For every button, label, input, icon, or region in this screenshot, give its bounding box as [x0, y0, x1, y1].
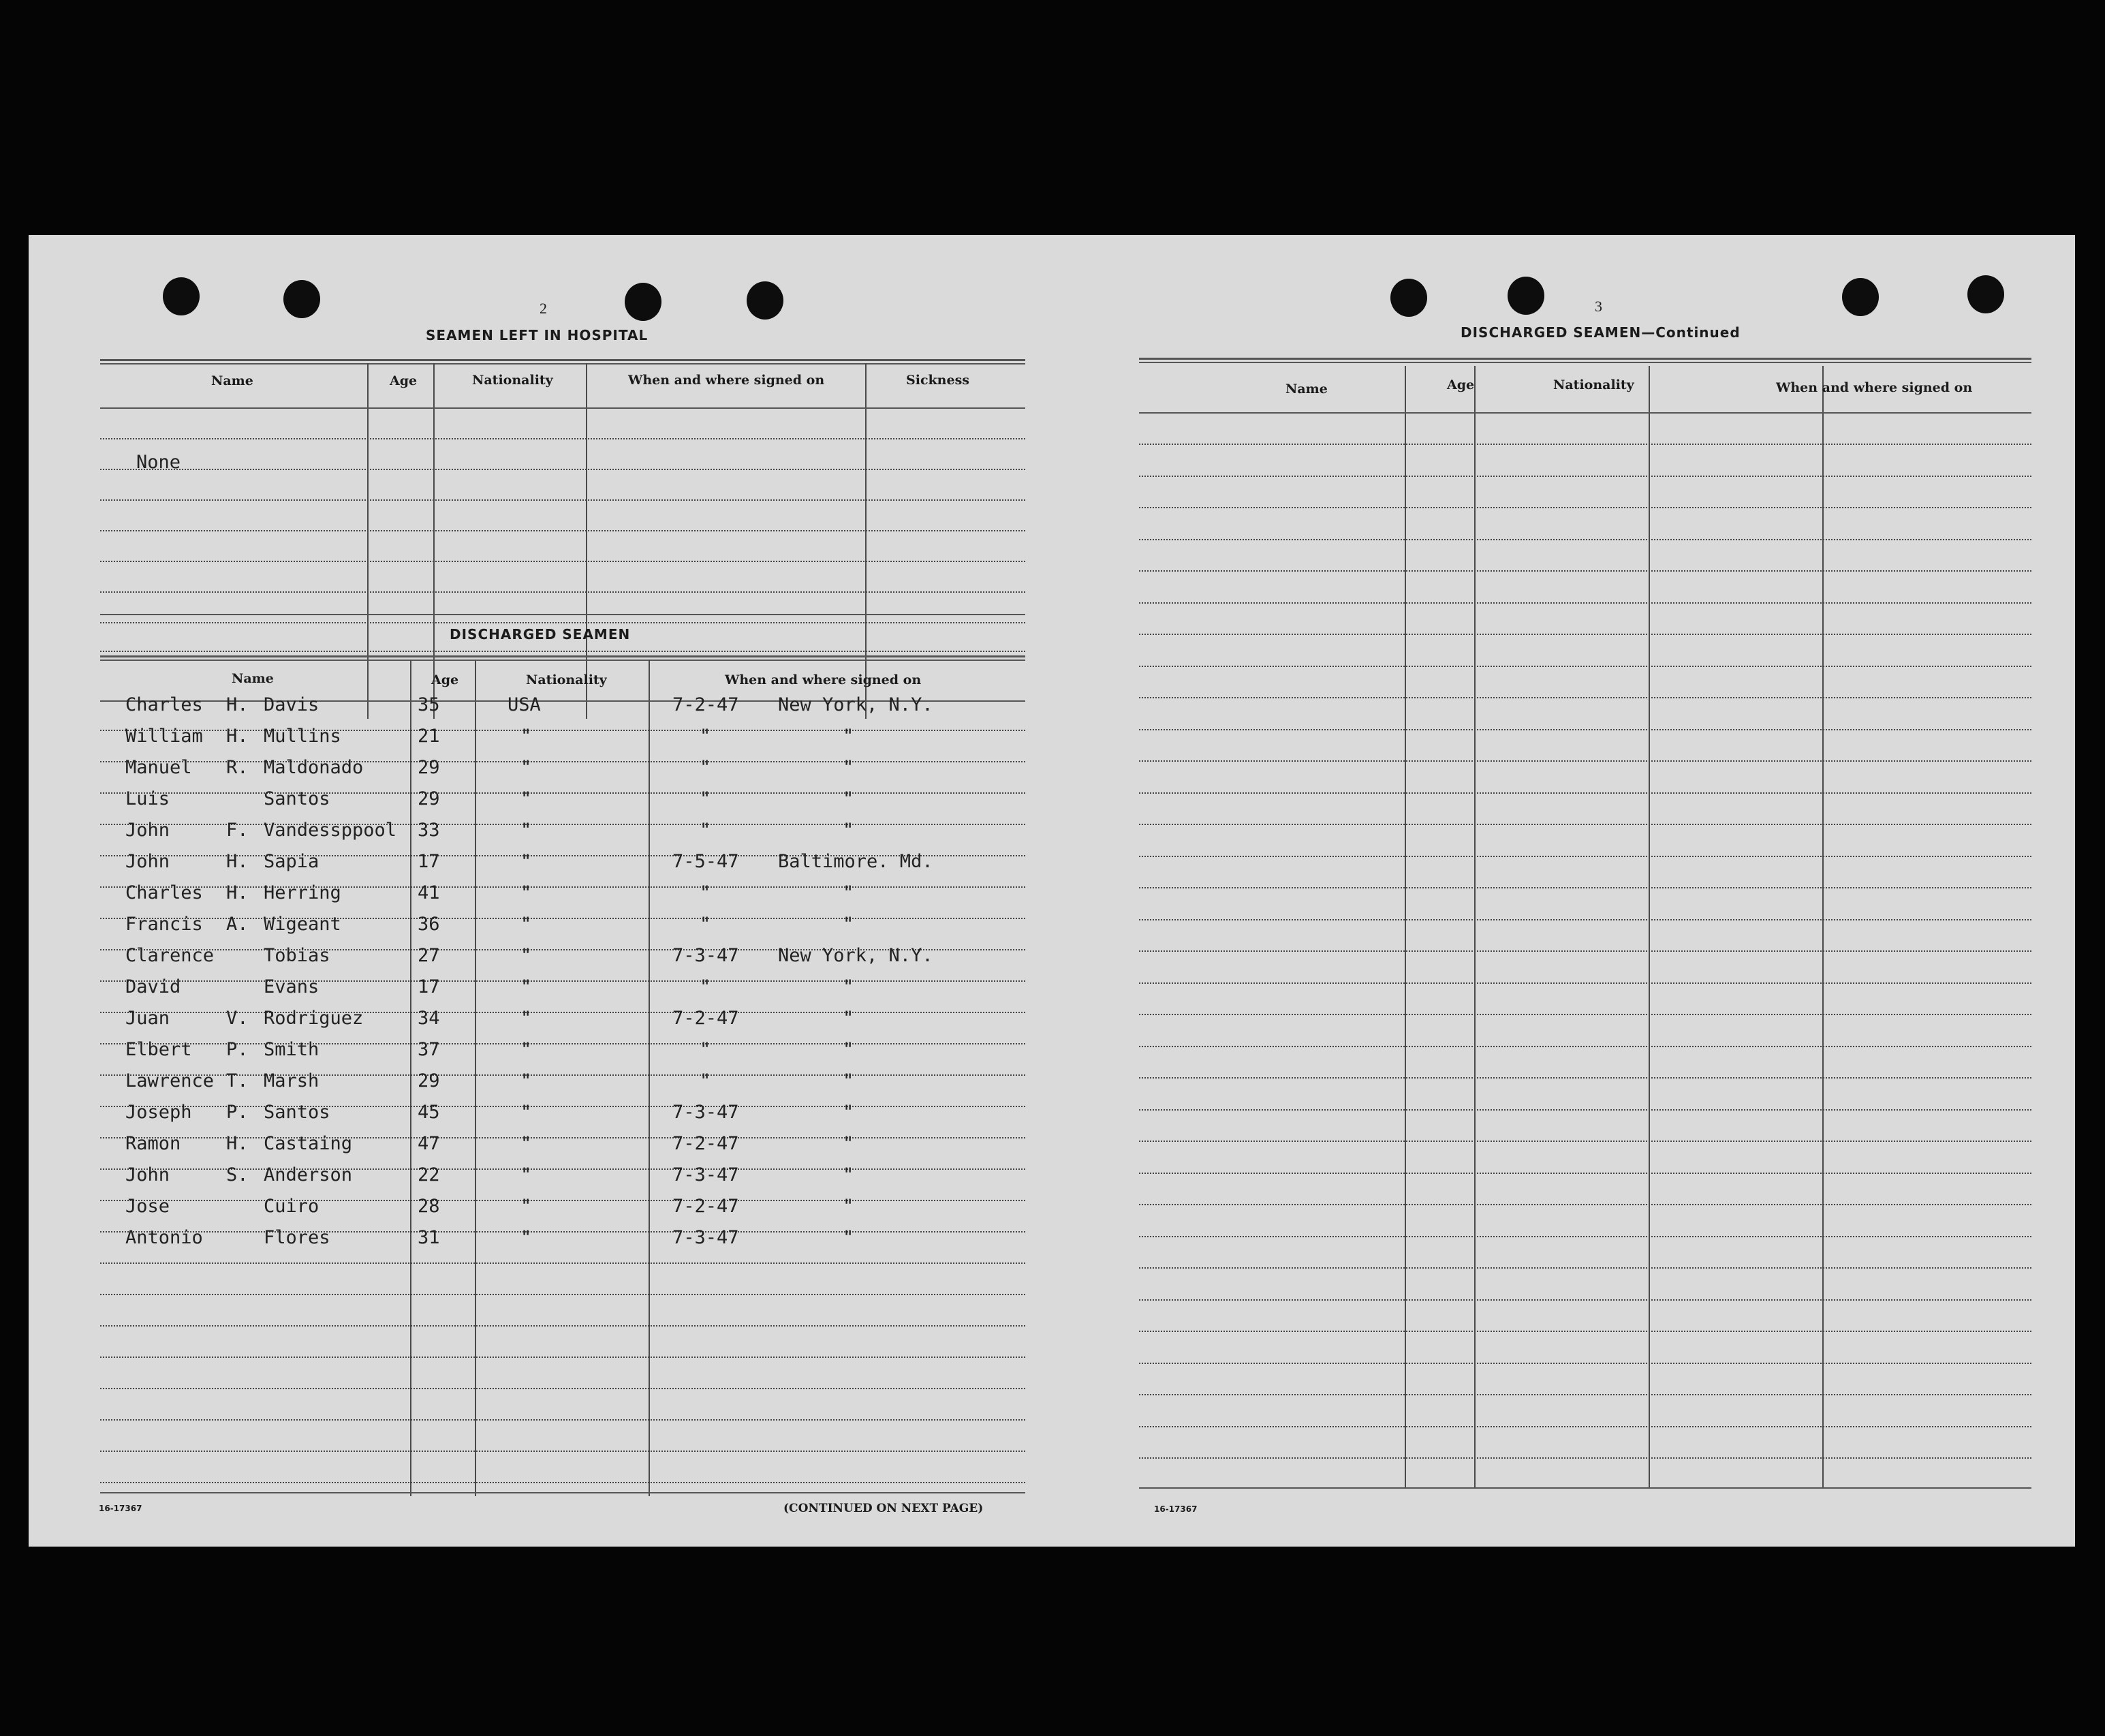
- seaman-middle-initial: H.: [226, 726, 249, 747]
- seaman-last-name: Santos: [264, 788, 330, 809]
- seaman-last-name: Smith: [264, 1039, 319, 1060]
- row-rule: [1139, 919, 2031, 920]
- signed-on-place: ": [843, 726, 854, 747]
- seaman-age: 36: [418, 914, 440, 935]
- punch-hole: [747, 281, 783, 320]
- seaman-middle-initial: A.: [226, 914, 249, 935]
- row-rule: [1139, 1267, 2031, 1269]
- col-sickness: Sickness: [906, 373, 969, 388]
- seaman-age: 33: [418, 820, 440, 841]
- seaman-last-name: Marsh: [264, 1070, 319, 1091]
- col-nationality: Nationality: [526, 672, 607, 687]
- col-signed-on: When and where signed on: [628, 373, 825, 388]
- row-rule: [100, 980, 1025, 982]
- seaman-first-name: David: [125, 976, 181, 997]
- row-rule: [1139, 634, 2031, 635]
- seaman-middle-initial: P.: [226, 1039, 249, 1060]
- column-rule: [865, 363, 867, 719]
- row-rule: [100, 1492, 1025, 1493]
- seaman-middle-initial: R.: [226, 757, 249, 778]
- seaman-last-name: Rodriguez: [264, 1008, 364, 1029]
- seaman-age: 41: [418, 882, 440, 903]
- row-rule: [100, 1231, 1025, 1233]
- signed-on-date: ": [700, 757, 711, 778]
- column-rule: [1822, 366, 1824, 1487]
- page-number: 3: [1595, 298, 1602, 315]
- row-rule: [1139, 1363, 2031, 1364]
- seaman-nationality: ": [520, 1102, 532, 1123]
- row-rule: [100, 530, 1025, 531]
- seaman-nationality: ": [520, 726, 532, 747]
- seaman-last-name: Evans: [264, 976, 319, 997]
- rule: [1139, 358, 2031, 360]
- row-rule: [1139, 792, 2031, 794]
- signed-on-place: ": [843, 914, 854, 935]
- row-rule: [1139, 1141, 2031, 1142]
- signed-on-date: 7-2-47: [672, 694, 739, 715]
- row-rule: [1139, 1173, 2031, 1174]
- seaman-age: 35: [418, 694, 440, 715]
- seaman-last-name: Santos: [264, 1102, 330, 1123]
- signed-on-place: ": [843, 1070, 854, 1091]
- row-rule: [1139, 570, 2031, 572]
- row-rule: [100, 1419, 1025, 1421]
- seaman-first-name: William: [125, 726, 203, 747]
- row-rule: [100, 1482, 1025, 1483]
- seaman-first-name: Joseph: [125, 1102, 192, 1123]
- seaman-nationality: ": [520, 914, 532, 935]
- seaman-last-name: Davis: [264, 694, 319, 715]
- seaman-last-name: Maldonado: [264, 757, 364, 778]
- col-age: Age: [1447, 377, 1475, 392]
- signed-on-date: ": [700, 914, 711, 935]
- signed-on-place: ": [843, 1008, 854, 1029]
- row-rule: [100, 614, 1025, 615]
- signed-on-date: ": [700, 976, 711, 997]
- row-rule: [100, 1262, 1025, 1264]
- seaman-first-name: Ramon: [125, 1133, 181, 1154]
- discharged-title: DISCHARGED SEAMEN: [450, 626, 631, 642]
- form-number: 16-17367: [1154, 1504, 1198, 1514]
- signed-on-date: ": [700, 882, 711, 903]
- seaman-first-name: Manuel: [125, 757, 192, 778]
- row-rule: [1139, 539, 2031, 540]
- seaman-nationality: ": [520, 820, 532, 841]
- row-rule: [1139, 1236, 2031, 1237]
- rule: [100, 359, 1025, 361]
- seaman-nationality: ": [520, 1196, 532, 1217]
- row-rule: [1139, 1299, 2031, 1301]
- seaman-first-name: Juan: [125, 1008, 170, 1029]
- signed-on-place: ": [843, 1227, 854, 1248]
- row-rule: [1139, 1331, 2031, 1332]
- signed-on-place: New York, N.Y.: [778, 694, 933, 715]
- seaman-first-name: Lawrence: [125, 1070, 215, 1091]
- col-age: Age: [431, 672, 459, 687]
- row-rule: [1139, 1457, 2031, 1459]
- seaman-nationality: ": [520, 1227, 532, 1248]
- row-rule: [100, 499, 1025, 501]
- col-age: Age: [390, 373, 418, 388]
- column-rule: [586, 363, 587, 719]
- seaman-last-name: Vandessppool: [264, 820, 397, 841]
- row-rule: [1139, 856, 2031, 857]
- row-rule: [1139, 602, 2031, 604]
- seaman-last-name: Cuiro: [264, 1196, 319, 1217]
- row-rule: [100, 561, 1025, 562]
- punch-hole: [1842, 278, 1879, 316]
- seaman-nationality: ": [520, 757, 532, 778]
- seaman-middle-initial: T.: [226, 1070, 249, 1091]
- punch-hole: [625, 283, 661, 321]
- row-rule: [1139, 1109, 2031, 1111]
- row-rule: [1139, 1046, 2031, 1047]
- seaman-last-name: Mullins: [264, 726, 341, 747]
- seaman-age: 29: [418, 788, 440, 809]
- col-signed-on: When and where signed on: [725, 672, 922, 687]
- seaman-nationality: ": [520, 976, 532, 997]
- column-rule: [410, 660, 411, 1496]
- row-rule: [1139, 1426, 2031, 1427]
- row-rule: [1139, 1487, 2031, 1489]
- seaman-age: 22: [418, 1164, 440, 1185]
- col-name: Name: [211, 373, 253, 388]
- signed-on-place: ": [843, 820, 854, 841]
- signed-on-date: 7-3-47: [672, 1227, 739, 1248]
- hospital-title: SEAMEN LEFT IN HOSPITAL: [426, 327, 649, 343]
- left-page: [29, 235, 1091, 1547]
- seaman-nationality: ": [520, 1039, 532, 1060]
- seaman-age: 34: [418, 1008, 440, 1029]
- row-rule: [1139, 982, 2031, 984]
- seaman-first-name: John: [125, 851, 170, 872]
- seaman-age: 37: [418, 1039, 440, 1060]
- seaman-nationality: ": [520, 1164, 532, 1185]
- seaman-age: 17: [418, 851, 440, 872]
- continued-note: (CONTINUED ON NEXT PAGE): [783, 1502, 984, 1515]
- row-rule: [100, 1388, 1025, 1389]
- row-rule: [100, 1357, 1025, 1358]
- seaman-age: 29: [418, 1070, 440, 1091]
- seaman-middle-initial: H.: [226, 882, 249, 903]
- seaman-age: 17: [418, 976, 440, 997]
- column-rule: [1405, 366, 1406, 1487]
- signed-on-place: ": [843, 788, 854, 809]
- row-rule: [1139, 950, 2031, 952]
- signed-on-date: ": [700, 1039, 711, 1060]
- row-rule: [1139, 444, 2031, 445]
- seaman-age: 45: [418, 1102, 440, 1123]
- seaman-first-name: Clarence: [125, 945, 215, 966]
- signed-on-date: ": [700, 726, 711, 747]
- row-rule: [100, 1451, 1025, 1452]
- signed-on-place: ": [843, 976, 854, 997]
- row-rule: [1139, 507, 2031, 508]
- row-rule: [1139, 824, 2031, 825]
- row-rule: [1139, 760, 2031, 762]
- row-rule: [1139, 412, 2031, 414]
- col-name: Name: [232, 671, 274, 686]
- seaman-nationality: ": [520, 945, 532, 966]
- signed-on-date: 7-2-47: [672, 1196, 739, 1217]
- punch-hole: [1967, 275, 2004, 313]
- seaman-middle-initial: H.: [226, 694, 249, 715]
- page-number: 2: [540, 300, 547, 317]
- seaman-first-name: Charles: [125, 694, 203, 715]
- signed-on-place: New York, N.Y.: [778, 945, 933, 966]
- seaman-first-name: Francis: [125, 914, 203, 935]
- seaman-last-name: Herring: [264, 882, 341, 903]
- column-rule: [475, 660, 476, 1496]
- seaman-nationality: ": [520, 882, 532, 903]
- signed-on-date: 7-3-47: [672, 1164, 739, 1185]
- signed-on-date: 7-5-47: [672, 851, 739, 872]
- column-rule: [1474, 366, 1476, 1487]
- rule: [100, 655, 1025, 657]
- seaman-middle-initial: F.: [226, 820, 249, 841]
- seaman-middle-initial: V.: [226, 1008, 249, 1029]
- row-rule: [100, 1294, 1025, 1295]
- seaman-nationality: ": [520, 851, 532, 872]
- seaman-last-name: Castaing: [264, 1133, 353, 1154]
- row-rule: [100, 469, 1025, 470]
- signed-on-date: 7-2-47: [672, 1008, 739, 1029]
- seaman-age: 21: [418, 726, 440, 747]
- seaman-age: 27: [418, 945, 440, 966]
- row-rule: [100, 1200, 1025, 1201]
- rule: [1139, 362, 2031, 363]
- seaman-nationality: USA: [508, 694, 541, 715]
- row-rule: [1139, 729, 2031, 730]
- punch-hole: [1390, 279, 1427, 317]
- seaman-middle-initial: S.: [226, 1164, 249, 1185]
- manifest-sheet: [29, 235, 2075, 1547]
- col-signed-on: When and where signed on: [1776, 380, 1973, 395]
- signed-on-place: ": [843, 882, 854, 903]
- column-rule: [367, 363, 369, 719]
- seaman-last-name: Anderson: [264, 1164, 353, 1185]
- rule: [100, 363, 1025, 365]
- seaman-nationality: ": [520, 788, 532, 809]
- signed-on-date: 7-3-47: [672, 945, 739, 966]
- seaman-nationality: ": [520, 1133, 532, 1154]
- seaman-age: 47: [418, 1133, 440, 1154]
- signed-on-place: ": [843, 1039, 854, 1060]
- row-rule: [100, 407, 1025, 409]
- row-rule: [1139, 887, 2031, 888]
- signed-on-place: ": [843, 1196, 854, 1217]
- seaman-first-name: Luis: [125, 788, 170, 809]
- seaman-first-name: Jose: [125, 1196, 170, 1217]
- seaman-nationality: ": [520, 1070, 532, 1091]
- col-nationality: Nationality: [1553, 377, 1634, 392]
- seaman-first-name: John: [125, 820, 170, 841]
- signed-on-date: ": [700, 820, 711, 841]
- right-page: [1091, 235, 2075, 1547]
- signed-on-date: 7-3-47: [672, 1102, 739, 1123]
- signed-on-date: ": [700, 788, 711, 809]
- seaman-age: 28: [418, 1196, 440, 1217]
- punch-hole: [163, 277, 200, 315]
- seaman-last-name: Flores: [264, 1227, 330, 1248]
- continued-title: DISCHARGED SEAMEN—Continued: [1461, 324, 1741, 341]
- signed-on-date: ": [700, 1070, 711, 1091]
- signed-on-place: Baltimore. Md.: [778, 851, 933, 872]
- seaman-nationality: ": [520, 1008, 532, 1029]
- seaman-middle-initial: P.: [226, 1102, 249, 1123]
- row-rule: [100, 651, 1025, 652]
- seaman-middle-initial: H.: [226, 1133, 249, 1154]
- seaman-last-name: Wigeant: [264, 914, 341, 935]
- row-rule: [1139, 666, 2031, 667]
- row-rule: [100, 622, 1025, 623]
- hospital-entry: None: [136, 452, 181, 473]
- seaman-age: 31: [418, 1227, 440, 1248]
- row-rule: [1139, 1014, 2031, 1015]
- row-rule: [100, 1325, 1025, 1327]
- row-rule: [100, 438, 1025, 439]
- column-rule: [1649, 366, 1650, 1487]
- seaman-last-name: Sapia: [264, 851, 319, 872]
- punch-hole: [1508, 277, 1544, 315]
- column-rule: [649, 660, 650, 1496]
- punch-hole: [283, 280, 320, 318]
- column-rule: [433, 363, 435, 719]
- signed-on-place: ": [843, 1164, 854, 1185]
- row-rule: [1139, 697, 2031, 698]
- row-rule: [1139, 476, 2031, 477]
- seaman-first-name: Elbert: [125, 1039, 192, 1060]
- row-rule: [100, 792, 1025, 794]
- seaman-first-name: Antonio: [125, 1227, 203, 1248]
- seaman-first-name: John: [125, 1164, 170, 1185]
- rule: [100, 660, 1025, 661]
- row-rule: [1139, 1394, 2031, 1395]
- form-number: 16-17367: [99, 1504, 142, 1513]
- seaman-middle-initial: H.: [226, 851, 249, 872]
- row-rule: [100, 591, 1025, 593]
- seaman-first-name: Charles: [125, 882, 203, 903]
- col-name: Name: [1285, 382, 1328, 397]
- row-rule: [1139, 1204, 2031, 1205]
- row-rule: [1139, 1077, 2031, 1079]
- signed-on-place: ": [843, 757, 854, 778]
- col-nationality: Nationality: [472, 373, 553, 388]
- signed-on-place: ": [843, 1133, 854, 1154]
- seaman-age: 29: [418, 757, 440, 778]
- signed-on-place: ": [843, 1102, 854, 1123]
- signed-on-date: 7-2-47: [672, 1133, 739, 1154]
- seaman-last-name: Tobias: [264, 945, 330, 966]
